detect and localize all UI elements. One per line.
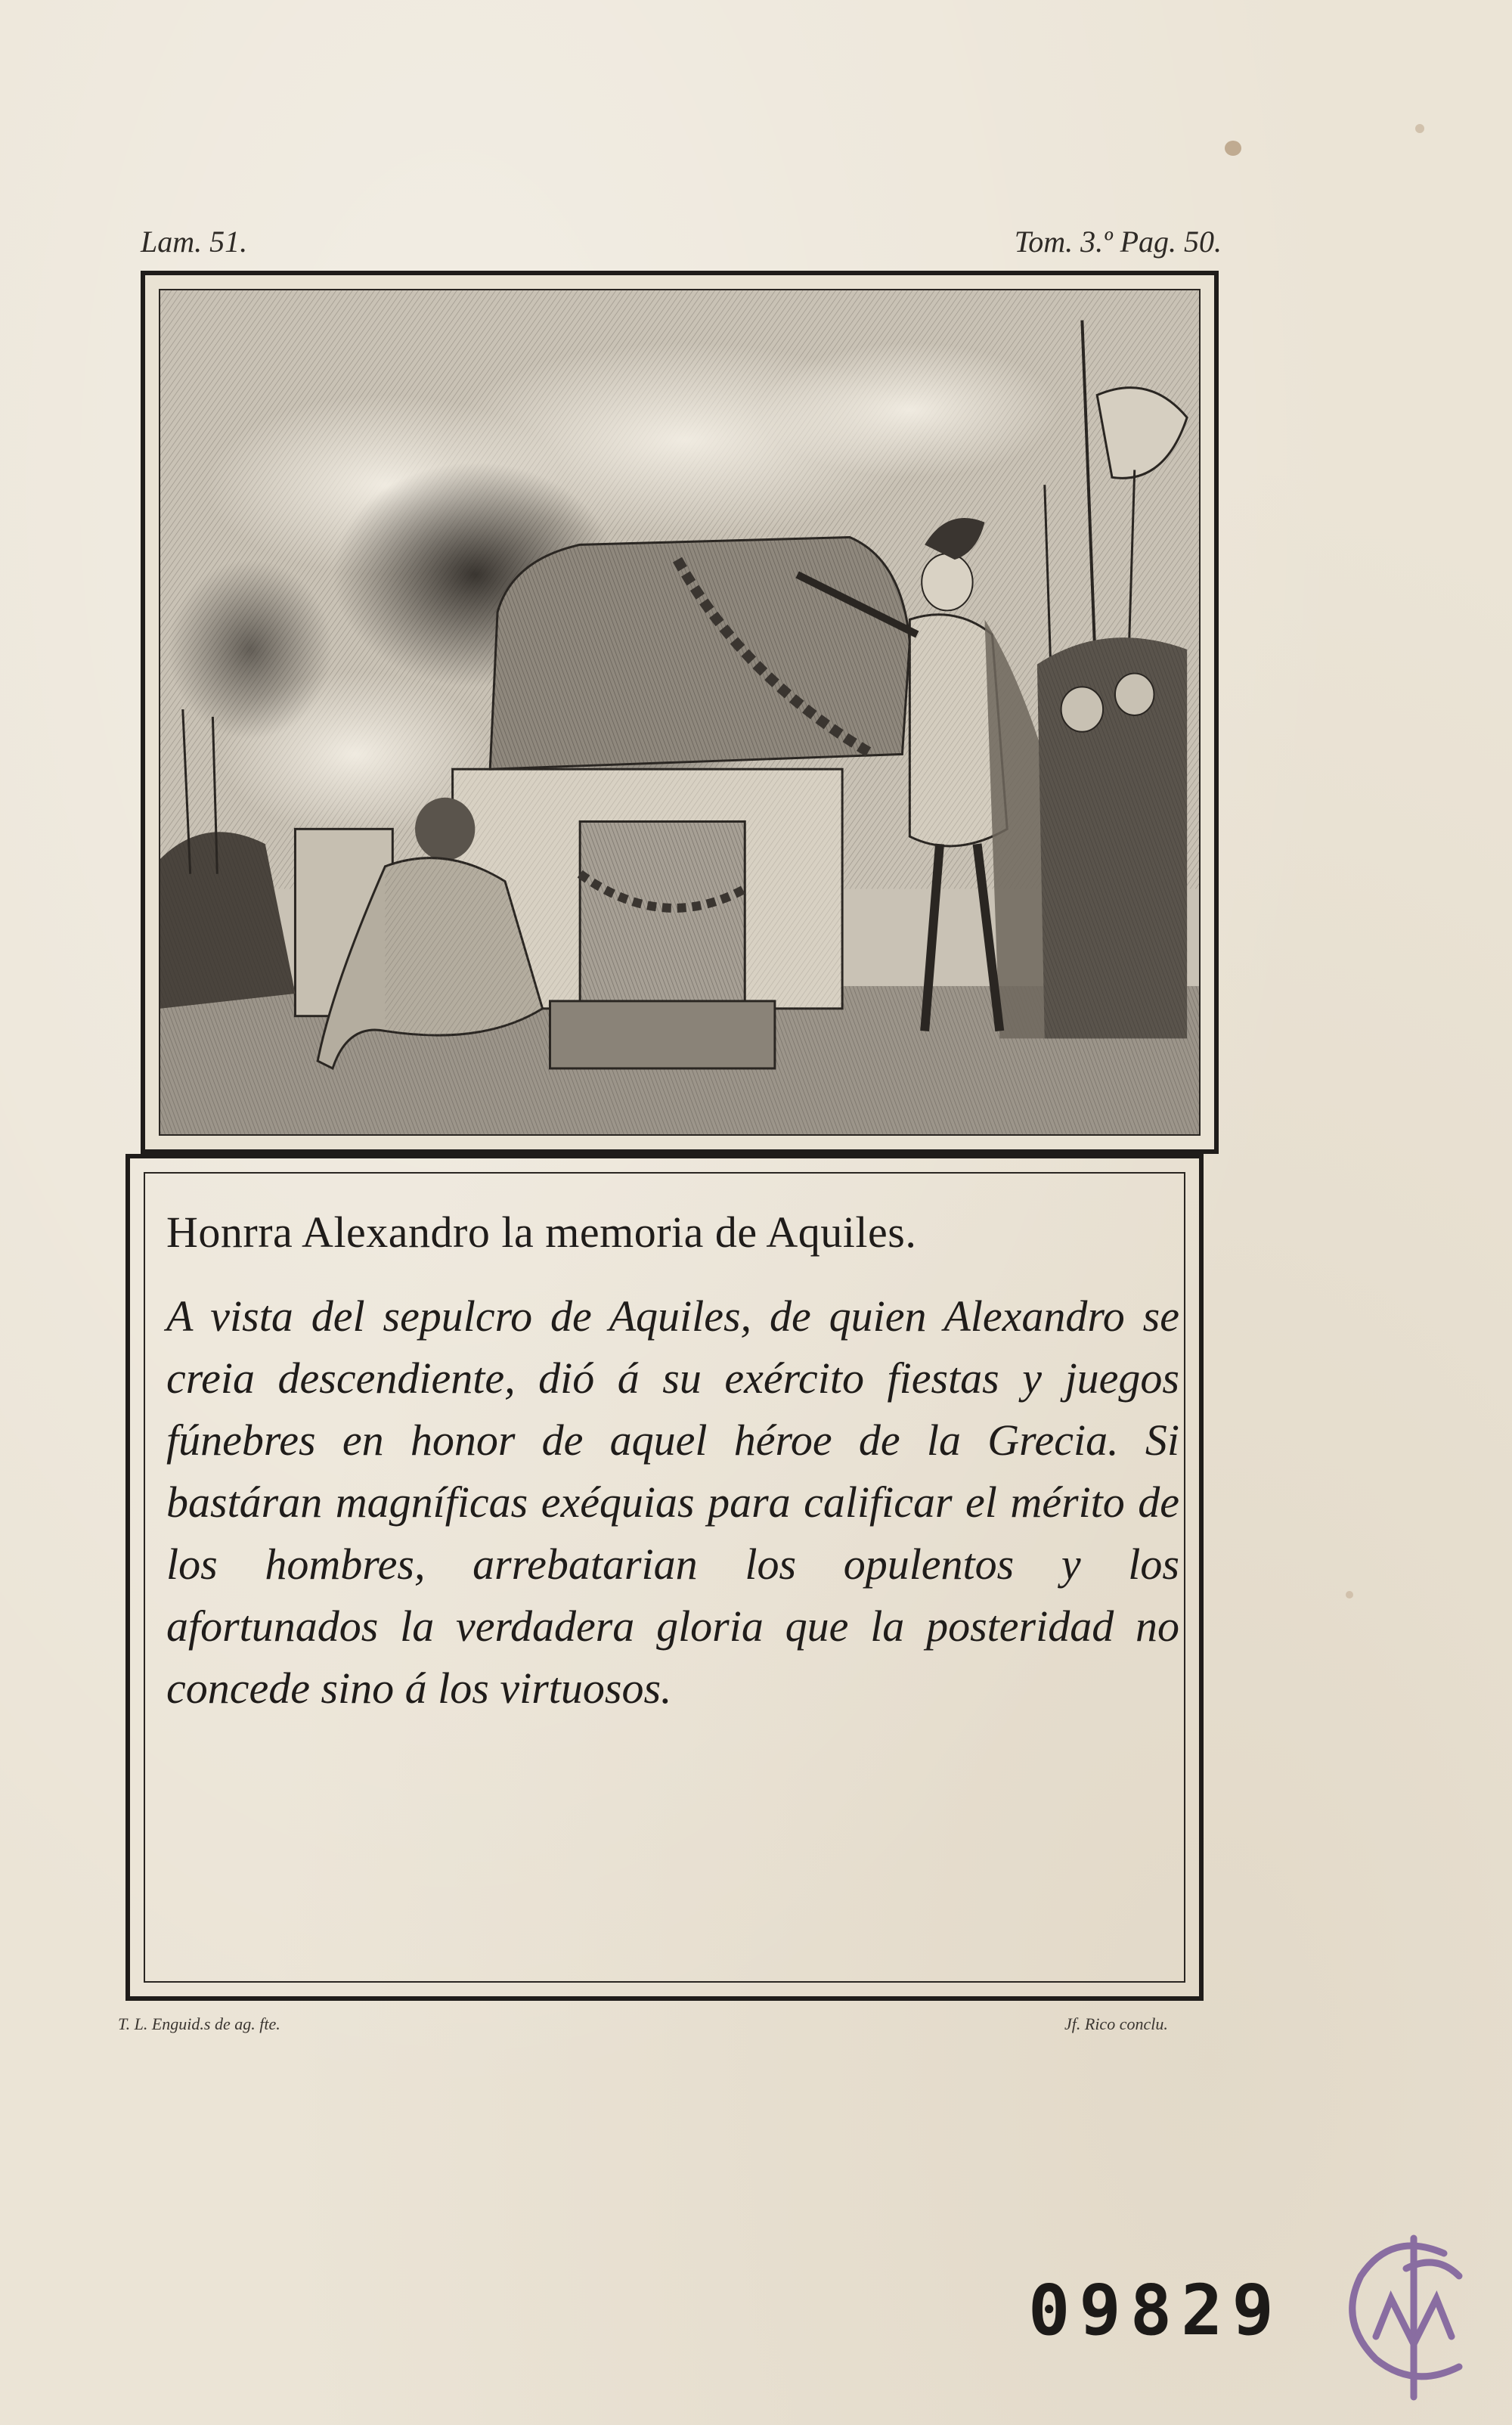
engraver-credit: T. L. Enguid.s de ag. fte.: [118, 2014, 280, 2033]
foxing-spot: [1225, 141, 1241, 156]
foxing-spot: [1346, 1591, 1353, 1599]
foxing-spot: [1415, 124, 1424, 133]
engraving-scene-icon: [160, 290, 1199, 1134]
plate-number: Lam. 51.: [141, 225, 248, 259]
caption-body-text: A vista del sepulcro de Aquiles, de quien Alexandro se creia descendiente, dió á su exército fiestas y juegos fúnebres en honor de aquel héroe de la Grecia. Si bastáran magníficas exéquias para calificar el mérito de los hombres, arrebatarian los opulentos y los afortunados la verdadera gloria que la posteridad no concede sino á los virtuosos.: [166, 1292, 1179, 1713]
finisher-credit: Jf. Rico conclu.: [1064, 2014, 1168, 2033]
inventory-number: 09829: [1028, 2270, 1283, 2351]
engraving-plate-frame: [141, 271, 1219, 1154]
volume-page-reference: Tom. 3.º Pag. 50.: [1014, 225, 1222, 259]
engraving-illustration: [159, 289, 1201, 1136]
library-monogram-stamp-icon: [1331, 2223, 1497, 2405]
caption-title: Honrra Alexandro la memoria de Aquiles.: [166, 1208, 917, 1257]
